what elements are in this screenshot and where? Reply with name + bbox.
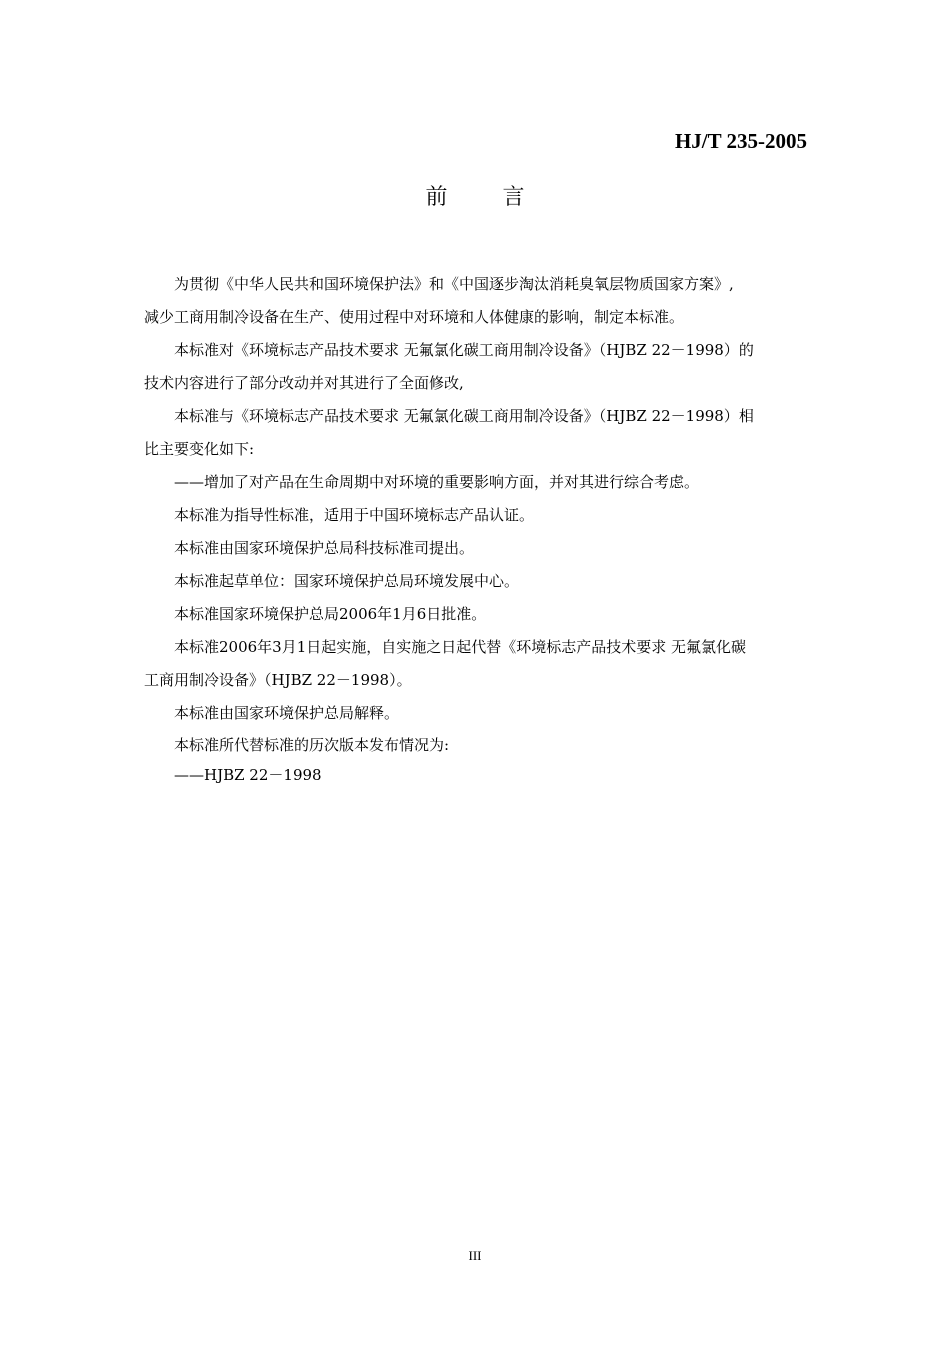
paragraph-implementation [144,631,806,697]
paragraph-line: 本标准对《环境标志产品技术要求 无氟氯化碳工商用制冷设备》（HJBZ 22－1998）的 [174,341,754,359]
paragraph-revision [144,334,806,400]
paragraph-line: 本标准与《环境标志产品技术要求 无氟氯化碳工商用制冷设备》（HJBZ 22－1998）相 [174,407,754,425]
page-number: III [468,1248,482,1263]
paragraph-line: 减少工商用制冷设备在生产、使用过程中对环境和人体健康的影响，制定本标准。 [144,308,685,326]
paragraph-interpretation: 本标准由国家环境保护总局解释。 [174,704,400,722]
paragraph-line: 本标准2006年3月1日起实施，自实施之日起代替《环境标志产品技术要求 无氟氯化碳 [174,638,747,656]
paragraph-guidance: 本标准为指导性标准，适用于中国环境标志产品认证。 [174,506,535,524]
foreword-body [144,268,806,790]
standard-number: HJ/T 235-2005 [674,129,807,153]
paragraph-drafter: 本标准起草单位：国家环境保护总局环境发展中心。 [174,572,520,590]
paragraph-purpose [144,268,806,334]
paragraph-approval: 本标准国家环境保护总局2006年1月6日批准。 [174,605,487,623]
paragraph-change-item: ——增加了对产品在生命周期中对环境的重要影响方面，并对其进行综合考虑。 [174,473,700,491]
paragraph-history: 本标准所代替标准的历次版本发布情况为: [174,736,450,754]
paragraph-proposer: 本标准由国家环境保护总局科技标准司提出。 [174,539,475,557]
paragraph-history-item: ——HJBZ 22－1998 [174,766,322,784]
paragraph-line: 为贯彻《中华人民共和国环境保护法》和《中国逐步淘汰消耗臭氧层物质国家方案》, [174,275,734,293]
paragraph-line: 比主要变化如下: [144,440,255,458]
paragraph-changes [144,400,806,466]
paragraph-line: 工商用制冷设备》（HJBZ 22－1998）。 [144,671,412,689]
paragraph-line: 技术内容进行了部分改动并对其进行了全面修改, [144,374,464,392]
page-title: 前 言 [425,185,549,210]
